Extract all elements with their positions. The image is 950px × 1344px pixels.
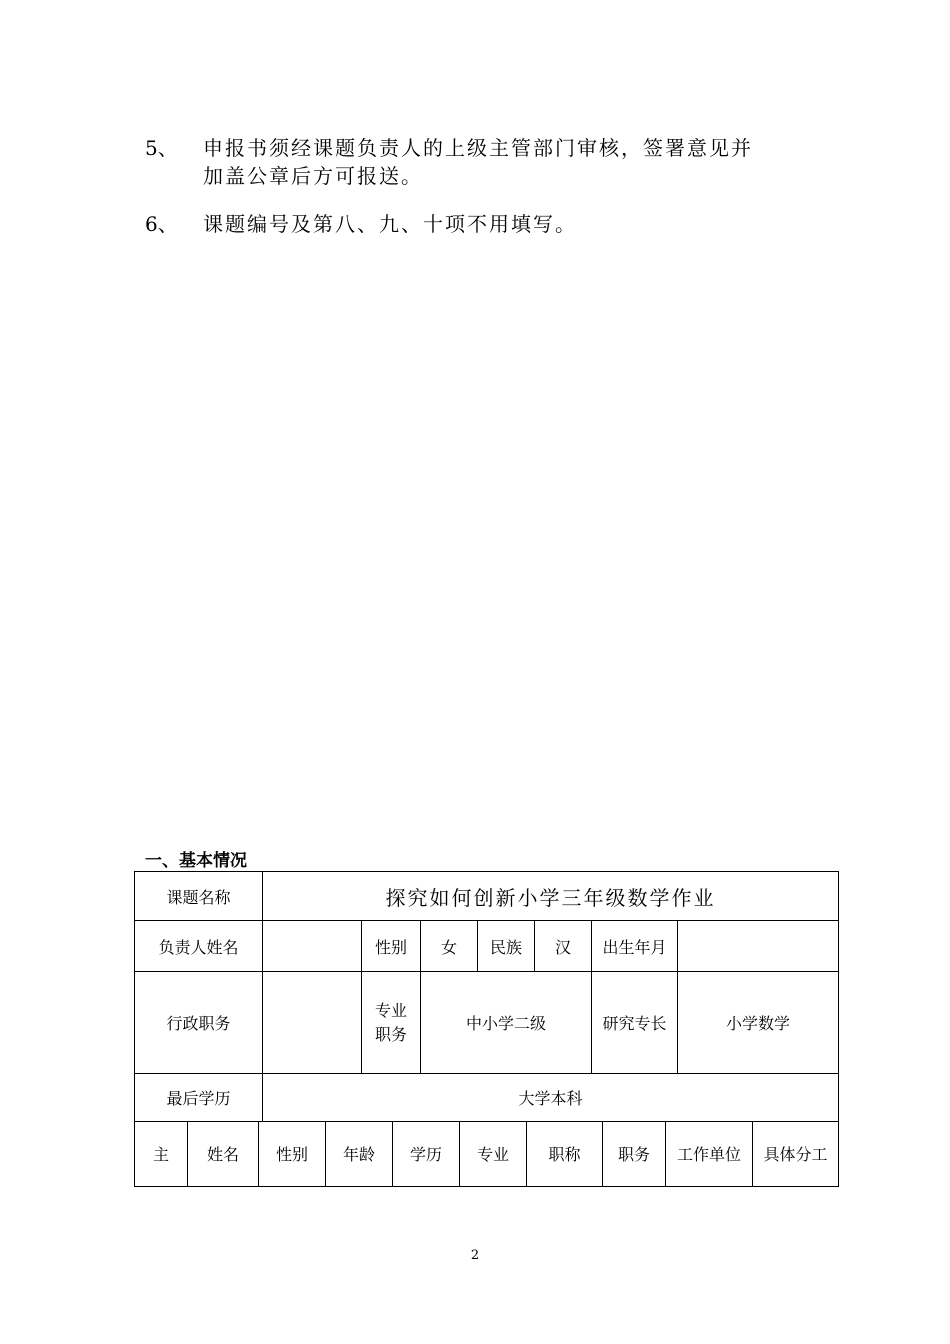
- professional-title-label-line1: 专业: [374, 1000, 407, 1020]
- members-header-main: 主: [135, 1121, 188, 1186]
- topic-label: 课题名称: [135, 872, 263, 921]
- page-number: 2: [470, 1248, 480, 1263]
- professional-title-value[interactable]: 中小学二级: [421, 972, 592, 1074]
- basic-info-table: [134, 871, 839, 1122]
- members-header-major: 专业: [460, 1121, 527, 1186]
- ethnicity-value[interactable]: 汉: [535, 921, 592, 972]
- members-header-duty: 具体分工: [753, 1121, 839, 1186]
- members-header-name: 姓名: [188, 1121, 259, 1186]
- members-header-workplace: 工作单位: [666, 1121, 753, 1186]
- instruction-item-6: [145, 210, 577, 238]
- gender-label: 性别: [362, 921, 421, 972]
- birth-date-value[interactable]: [678, 921, 839, 972]
- instruction-text: 课题编号及第八、九、十项不用填写。: [203, 212, 577, 236]
- members-header-age: 年龄: [326, 1121, 393, 1186]
- ethnicity-label: 民族: [478, 921, 535, 972]
- birth-date-label: 出生年月: [592, 921, 678, 972]
- section-title: 一、基本情况: [145, 851, 247, 871]
- leader-name-label: 负责人姓名: [135, 921, 263, 972]
- instruction-text-continued: 加盖公章后方可报送。: [203, 164, 423, 188]
- members-table: [134, 1121, 839, 1187]
- gender-value[interactable]: 女: [421, 921, 478, 972]
- members-header-gender: 性别: [259, 1121, 326, 1186]
- education-value[interactable]: 大学本科: [263, 1074, 839, 1122]
- members-header-title: 职称: [527, 1121, 603, 1186]
- specialty-value[interactable]: 小学数学: [678, 972, 839, 1074]
- leader-name-value[interactable]: [263, 921, 362, 972]
- instruction-number: 5、: [145, 136, 178, 160]
- members-header-education: 学历: [393, 1121, 460, 1186]
- admin-position-value[interactable]: [263, 972, 362, 1074]
- admin-position-label: 行政职务: [135, 972, 263, 1074]
- topic-value[interactable]: 探究如何创新小学三年级数学作业: [263, 872, 839, 921]
- instruction-item-5: [145, 134, 753, 190]
- professional-title-label: [362, 972, 421, 1074]
- professional-title-label-line2: 职务: [374, 1024, 407, 1044]
- instruction-text: 申报书须经课题负责人的上级主管部门审核，签署意见并: [203, 136, 753, 160]
- instruction-number: 6、: [145, 212, 178, 236]
- education-label: 最后学历: [135, 1074, 263, 1122]
- members-header-position: 职务: [603, 1121, 666, 1186]
- specialty-label: 研究专长: [592, 972, 678, 1074]
